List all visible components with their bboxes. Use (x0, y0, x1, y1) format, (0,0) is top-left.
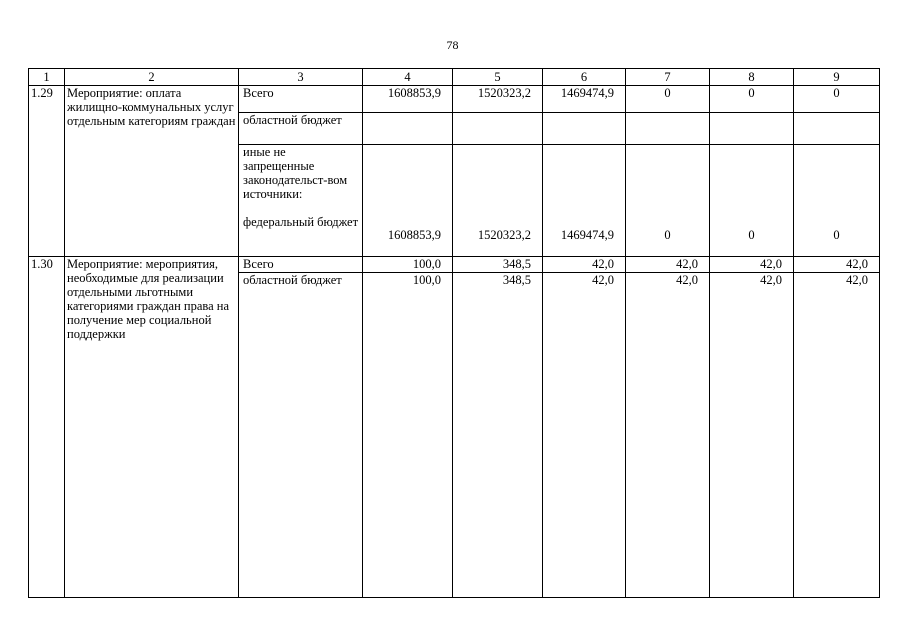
value-cell (453, 113, 543, 145)
value-cell: 1469474,9 (543, 86, 626, 113)
value-cell: 348,5 (453, 257, 543, 273)
table-row (29, 86, 880, 113)
header-cell: 6 (543, 69, 626, 86)
value-cell (626, 113, 710, 145)
value-cell: 42,0 (626, 257, 710, 273)
value-cell: 42,0 (794, 273, 880, 598)
value-cell: 348,5 (453, 273, 543, 598)
value-cell: 1608853,9 (363, 145, 453, 257)
value-cell: 100,0 (363, 257, 453, 273)
header-cell: 3 (239, 69, 363, 86)
header-cell: 1 (29, 69, 65, 86)
value-cell: 42,0 (710, 257, 794, 273)
source-label: Всего (239, 257, 363, 273)
source-label: Всего (239, 86, 363, 113)
value-cell (543, 113, 626, 145)
row-code: 1.30 (29, 257, 65, 598)
row-code: 1.29 (29, 86, 65, 257)
value-cell: 1469474,9 (543, 145, 626, 257)
value-cell: 1520323,2 (453, 145, 543, 257)
source-sublabel: федеральный бюджет (243, 215, 359, 229)
source-label: областной бюджет (239, 113, 363, 145)
value-cell: 42,0 (626, 273, 710, 598)
value-cell: 42,0 (543, 273, 626, 598)
value-cell: 0 (710, 145, 794, 257)
value-cell: 42,0 (794, 257, 880, 273)
value-cell: 42,0 (710, 273, 794, 598)
value-cell: 0 (626, 145, 710, 257)
event-name: Мероприятие: оплата жилищно-коммунальных услуг отдельным категориям граждан (65, 86, 239, 257)
budget-table (28, 68, 880, 598)
page-number: 78 (446, 38, 459, 52)
source-label: иные не запрещенные законодательст-вом источники: (243, 145, 348, 201)
header-cell: 7 (626, 69, 710, 86)
source-label: областной бюджет (239, 273, 363, 598)
header-row (29, 69, 880, 86)
value-cell: 0 (626, 86, 710, 113)
value-cell: 0 (710, 86, 794, 113)
table-row (29, 257, 880, 273)
header-cell: 8 (710, 69, 794, 86)
value-cell: 0 (794, 86, 880, 113)
value-cell: 42,0 (543, 257, 626, 273)
value-cell (710, 113, 794, 145)
value-cell: 100,0 (363, 273, 453, 598)
value-cell: 1608853,9 (363, 86, 453, 113)
value-cell: 0 (794, 145, 880, 257)
header-cell: 9 (794, 69, 880, 86)
header-cell: 4 (363, 69, 453, 86)
value-cell: 1520323,2 (453, 86, 543, 113)
value-cell (794, 113, 880, 145)
value-cell (363, 113, 453, 145)
spacer (243, 201, 360, 215)
event-name: Мероприятие: мероприятия, необходимые для реализации отдельными льготными категориями граждан права на получение мер социальной поддержки (65, 257, 239, 598)
source-cell (239, 145, 363, 257)
header-cell: 2 (65, 69, 239, 86)
header-cell: 5 (453, 69, 543, 86)
